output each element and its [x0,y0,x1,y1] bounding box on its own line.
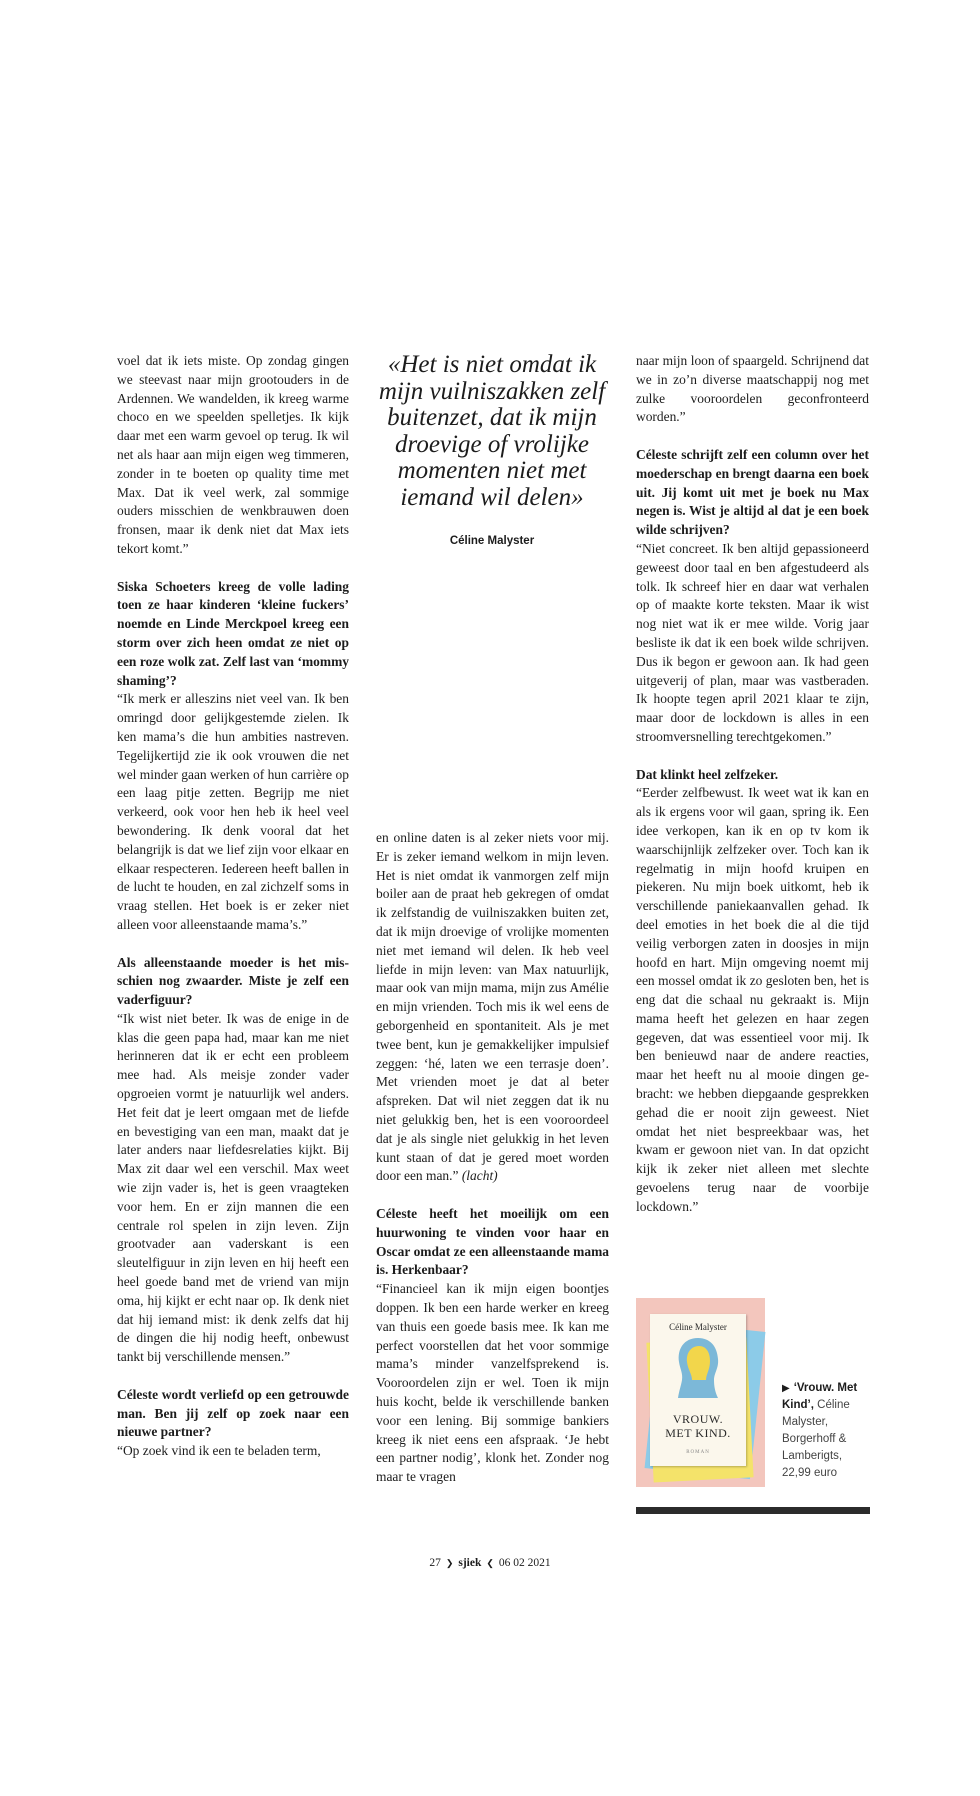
book-cover-author: Céline Malyster [669,1322,727,1332]
article-column-2 [376,829,609,1506]
paragraph-text: Céleste heeft het moeilijk om een huurwoning te vinden voor haar en Oscar omdat ze een alleenstaande mama is. Herkenbaar? [376,1205,609,1278]
page-number: 27 [429,1557,441,1569]
interview-question [376,1205,609,1280]
paragraph-text: “Ik wist niet beter. Ik was de enige in de klas die geen papa had, maar kan me niet herinneren dat ik er echt een probleem mee had. Als meisje zonder vader opgroeien vormt je natuurlijk wel anders. Het feit dat je leert omgaan met de liefde en bevestiging van een man, maakt dat je later anders naar liefdesrelaties kijkt. Bij Max zit daar wel een verschil. Max weet wie zijn vader is, het is geen vraagteken voor hem. En er zijn mannen die een centrale rol spelen in zijn leven. Zijn grootvader aan vaderskant is een sleutelfiguur in zijn leven en hij heeft een heel goede band met de vriend van mijn oma, hij kijkt er echt naar op. Ik denk niet dat hij iemand mist: ik denk zelfs dat hij de dingen die hij nodig heeft, onbewust tankt bij verschillende mensen.” [117,1010,349,1365]
interview-question [117,1386,349,1442]
paragraph-text: Céleste schrijft zelf een column over het moederschap en brengt daarna een boek uit. Jij komt uit met je boek nu Max negen is. Wist je altijd al dat je een boek wilde schrijven? [636,446,869,538]
paragraph-text: “Eerder zelfbewust. Ik weet wat ik kan en als ik ergens voor wil gaan, spring ik. Een idee verkopen, kan ik en op tv kom ik waarschijnlijk zelfzeker over. Toch kan ik regelmatig in mijn hoofd kruipen en piekeren. Nu mijn boek uitkomt, heb ik verschillende paniekaanvallen gehad. Ik deel emoties in het boek die al die tijd veilig verborgen zaten in doosjes in mijn hoofd en hart. Mijn omgeving noemt mij een mossel omdat ik zo gesloten ben, het is eng dat die schaal nu gekraakt is. Mijn mama heeft het gelezen en haar zegen gegeven, dat was essentieel voor mij. Ik ben benieuwd naar de andere reacties, maar het heeft nu al mooie dingen gebracht: we hebben diepgaande gesprekken gehad die er nooit zijn geweest. Niet omdat het niet bespreekbaar was, het kwam er gewoon niet van. In dat opzicht kijk ik zeker niet alleen met slechte gevoelens terug naar de voorbije lockdown.” [636,785,869,1214]
page-footer [0,1557,980,1569]
paragraph-text: Siska Schoeters kreeg de volle lading toen ze haar kinderen ‘kleine fuckers’ noemde en Linde Merckpoel kreeg een storm over zich heen omdat ze niet op een roze wolk zat. Zelf last van ‘mommy shaming’? [117,578,349,688]
magazine-name: sjiek [458,1557,482,1569]
book-cover-publisher: ROMAN [686,1450,710,1455]
book-cover-title [650,1412,746,1440]
book-cover-title-line-1: VROUW. [672,1412,724,1426]
paragraph-text: “Niet concreet. Ik ben altijd gepassioneerd geweest door taal en ben afgestudeerd als tolk. Ik schreef hier en daar wat verhalen op of maakte korte teksten. Maar ik wist nog niet wat ik er mee wilde. Vorig jaar besliste ik dat ik een boek wilde schrijven. Dus ik begon er gewoon aan. Ik had geen uitgeverij of plan, maar was vastberaden. Ik hoopte tegen april 2021 klaar te zijn, maar door de lockdown is alles in een stroomversnelling terechtgekomen.” [636,540,869,744]
pull-quote-text: «Het is niet omdat ik mijn vuilniszakken zelf buitenzet, dat ik mijn droevige of vrolijke momenten niet met iemand wil delen» [378,351,606,511]
head-silhouette-icon [674,1336,722,1406]
paragraph-text: “Op zoek vind ik een te beladen term, [117,1443,321,1459]
paragraph-text: naar mijn loon of spaargeld. Schrijnend dat we in zo’n diverse maatschappij nog met zulke vooroordelen geconfronteerd worden.” [636,353,869,425]
chevron-left-icon: ❮ [486,1558,494,1568]
interview-answer [376,829,609,1186]
book-cover-image [636,1298,765,1487]
interview-question [117,578,349,691]
interview-question [117,954,349,1010]
paragraph-text: Céleste wordt verliefd op een getrouwde man. Ben jij zelf op zoek naar een nieuwe partner? [117,1386,349,1440]
issue-date: 06 02 2021 [498,1557,551,1569]
pull-quote [372,352,612,547]
paragraph-text: en online daten is al zeker niets voor mij. Er is zeker iemand welkom in mijn leven. Het is niet omdat ik vanmorgen zelf mijn boiler aan de praat heb gekregen of omdat ik zelfstandig de vuilniszakken buiten zet, dat ik mijn droevige of vrolijke momenten niet met iemand wil delen. Ik heb veel liefde in mijn leven: van Max natuurlijk, maar ook van mijn mama, mijn zus Amélie en mijn vrienden. Toch mis ik wel eens de geborgenheid en spontaniteit. Als je met twee bent, kun je gemakkelijker impulsief zeggen: ‘hé, laten we een terrasje doen’. Met vrienden moet je dat al beter afspreken. Dat wil niet zeggen dat ik nu niet gelukkig ben, het is een vooroordeel dat je als single niet gelukkig in het leven kunt staan of dat je gered moet worden door een man.” [376,830,609,1184]
end-rule [636,1507,870,1514]
article-column-1 [117,352,349,1480]
interview-answer [117,1010,349,1367]
chevron-right-icon: ▶ [782,1383,790,1394]
book-cover-front [650,1314,746,1466]
article-column-3 [636,352,869,1235]
interview-answer [636,784,869,1216]
interview-answer [117,690,349,934]
interview-answer [117,1442,349,1461]
chevron-right-icon: ❯ [445,1558,454,1568]
paragraph-text: Als alleenstaande moeder is het misschien nog zwaarder. Miste je zelf een vaderfiguur? [117,954,349,1008]
book-caption [782,1380,874,1482]
interview-answer [376,1280,609,1487]
pull-quote-author: Céline Malyster [449,535,535,547]
paragraph-text: voel dat ik iets miste. Op zondag gingen we steevast naar mijn grootouders in de Ardennen. We wandelden, ik kreeg warme choco en we speelden spelletjes. Ik kijk daar met een warm gevoel op terug. Ik wil net als haar aan mijn eigen weg timmeren, zonder in te boeten op quality time met Max. Dat ik veel werk, zal sommige ouders misschien de wenkbrauwen doen fronsen, maar ik denk niet dat Max iets tekort komt.” [117,353,349,556]
interview-answer [117,352,349,559]
paragraph-text: Dat klinkt heel zelfzeker. [636,766,779,782]
book-caption-details: Céline Malyster, Borgerhoff & Lamberigts, 22,99 euro [782,1399,850,1479]
interview-answer [636,540,869,747]
paragraph-text: “Ik merk er alleszins niet veel van. Ik ben omringd door gelijkgestemde zielen. Ik ken mama’s die hun ambities nastreven. Tegelijkertijd zie ik ook vrouwen die net wel minder gaan werken of hun carrière op een laag pitje zetten. Begrijp me niet verkeerd, ook voor hen heb ik heel veel bewondering. Ik denk vooral dat het belangrijk is dat we lief zijn voor elkaar en elkaar respecteren. Iedereen heeft ballen in de lucht te houden, en zal zichzelf soms in vraag stellen. Het boek is er zeker niet alleen voor alleenstaande mama’s.” [117,691,349,932]
book-caption-title: ‘Vrouw. Met Kind’, [782,1382,858,1411]
interview-answer [636,352,869,427]
stage-note: (lacht) [458,1168,498,1184]
interview-question [636,766,869,785]
interview-question [636,446,869,540]
paragraph-text: “Financieel kan ik mijn eigen boontjes doppen. Ik ben een harde werker en kreeg van thuis een goede basis mee. Ik kan me perfect voorstellen dat het voor sommige mama’s minder vanzelfsprekend is. Vooroordelen zijn er wel. Toen ik mijn huis kocht, belde ik verschillende banken voor een lening. Bij sommige bankiers kreeg ik niet eens een afspraak. ‘Je hebt een partner nodig’, klonk het. Zonder nog maar te vragen [376,1281,609,1485]
book-cover-title-line-2: MET KIND. [665,1426,731,1440]
